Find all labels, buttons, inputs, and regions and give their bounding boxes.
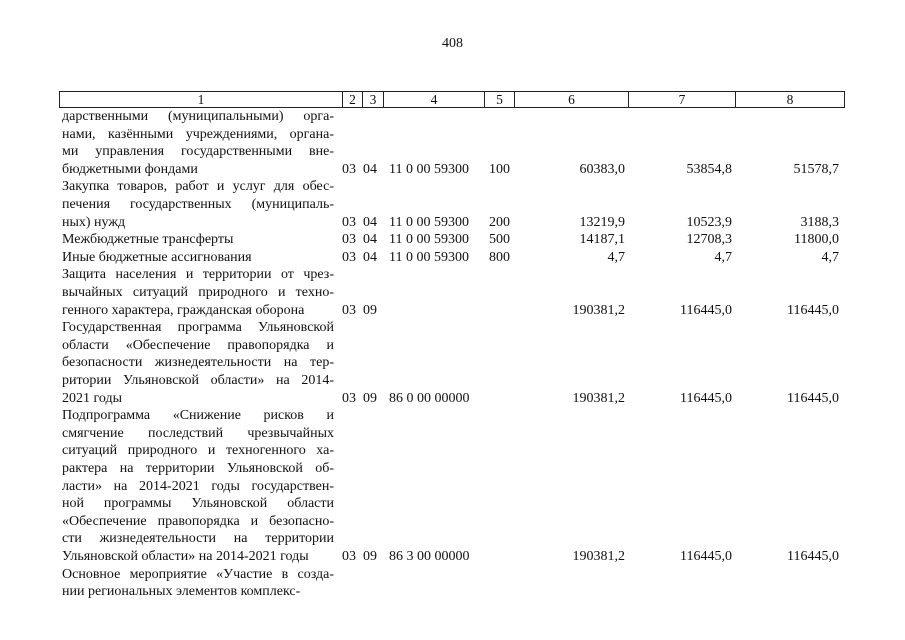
cell-c3: 09 <box>363 548 377 564</box>
cell-c7: 116445,0 <box>680 390 732 406</box>
row-description <box>62 178 334 231</box>
table-row <box>0 231 905 249</box>
row-description <box>62 249 334 267</box>
cell-c8: 51578,7 <box>793 161 839 177</box>
row-description <box>62 108 334 178</box>
row-description <box>62 231 334 249</box>
description-line: нии региональных элементов комплекс- <box>62 584 301 600</box>
table-row <box>0 178 905 231</box>
header-col-7: 7 <box>628 92 735 107</box>
cell-c6: 190381,2 <box>572 390 625 406</box>
cell-c4: 11 0 00 59300 <box>389 161 469 177</box>
cell-c7: 53854,8 <box>686 161 732 177</box>
description-line: 2021 годы <box>62 390 123 406</box>
table-body <box>0 108 905 601</box>
cell-c5: 100 <box>489 161 510 177</box>
row-description <box>62 566 334 601</box>
cell-c5: 500 <box>489 232 510 248</box>
cell-c7: 116445,0 <box>680 302 732 318</box>
header-col-3: 3 <box>362 92 383 107</box>
cell-c8: 3188,3 <box>800 214 839 230</box>
description-line: ных) нужд <box>62 214 126 230</box>
cell-c3: 04 <box>363 232 377 248</box>
cell-c6: 190381,2 <box>572 302 625 318</box>
cell-c3: 09 <box>363 302 377 318</box>
cell-c2: 03 <box>342 214 356 230</box>
description-line: сти жизнедеятельности на территории <box>62 531 334 547</box>
cell-c4: 11 0 00 59300 <box>389 232 469 248</box>
table-row <box>0 407 905 565</box>
cell-c8: 4,7 <box>821 249 839 265</box>
description-line: «Обеспечение правопорядка и безопасно- <box>62 513 334 529</box>
cell-c7: 4,7 <box>714 249 732 265</box>
table-row <box>0 249 905 267</box>
cell-c7: 10523,9 <box>686 214 732 230</box>
cell-c3: 04 <box>363 249 377 265</box>
cell-c7: 116445,0 <box>680 548 732 564</box>
cell-c6: 190381,2 <box>572 548 625 564</box>
description-line: ной программы Ульяновской области <box>62 496 334 512</box>
cell-c6: 4,7 <box>607 249 625 265</box>
description-line: Государственная программа Ульяновской <box>62 320 334 336</box>
cell-c2: 03 <box>342 249 356 265</box>
description-line: области «Обеспечение правопорядка и <box>62 337 334 353</box>
description-line: Защита населения и территории от чрез- <box>62 267 334 283</box>
description-line: генного характера, гражданская оборона <box>62 302 305 318</box>
header-col-8: 8 <box>735 92 844 107</box>
cell-c2: 03 <box>342 390 356 406</box>
cell-c8: 116445,0 <box>787 390 839 406</box>
cell-c2: 03 <box>342 161 356 177</box>
cell-c6: 14187,1 <box>579 232 625 248</box>
description-line: вычайных ситуаций природного и техно- <box>62 284 334 300</box>
description-line: Основное мероприятие «Участие в созда- <box>62 566 334 582</box>
table-row <box>0 319 905 407</box>
table-row <box>0 108 905 178</box>
description-line: дарственными (муниципальными) орга- <box>62 109 334 124</box>
description-line: ситуаций природного и техногенного ха- <box>62 443 334 459</box>
description-line: Иные бюджетные ассигнования <box>62 249 252 265</box>
description-line: ласти» на 2014-2021 годы государствен- <box>62 478 334 494</box>
header-col-6: 6 <box>514 92 628 107</box>
description-line: смягчение последствий чрезвычайных <box>62 425 334 441</box>
description-line: Закупка товаров, работ и услуг для обес- <box>62 179 334 195</box>
description-line: рактера на территории Ульяновской об- <box>62 460 334 476</box>
header-col-2: 2 <box>342 92 362 107</box>
cell-c8: 116445,0 <box>787 548 839 564</box>
header-col-1: 1 <box>197 92 205 107</box>
cell-c3: 04 <box>363 214 377 230</box>
cell-c4: 86 0 00 00000 <box>389 390 470 406</box>
cell-c2: 03 <box>342 232 356 248</box>
cell-c3: 04 <box>363 161 377 177</box>
cell-c4: 11 0 00 59300 <box>389 249 469 265</box>
description-line: бюджетными фондами <box>62 161 198 177</box>
table-row <box>0 566 905 601</box>
table-row <box>0 266 905 319</box>
cell-c2: 03 <box>342 548 356 564</box>
description-line: безопасности жизнедеятельности на тер- <box>62 355 334 371</box>
cell-c3: 09 <box>363 390 377 406</box>
page-number: 408 <box>442 36 463 51</box>
cell-c8: 11800,0 <box>794 232 839 248</box>
cell-c6: 60383,0 <box>579 161 625 177</box>
description-line: Подпрограмма «Снижение рисков и <box>62 408 334 424</box>
cell-c6: 13219,9 <box>579 214 625 230</box>
header-col-4: 4 <box>383 92 484 107</box>
row-description <box>62 266 334 319</box>
description-line: ми управления государственными вне- <box>62 144 334 160</box>
description-line: ритории Ульяновской области» на 2014- <box>62 372 334 388</box>
cell-c4: 11 0 00 59300 <box>389 214 469 230</box>
description-line: Межбюджетные трансферты <box>62 232 234 248</box>
table-header <box>59 91 845 108</box>
cell-c8: 116445,0 <box>787 302 839 318</box>
row-description <box>62 407 334 565</box>
description-line: Ульяновской области» на 2014-2021 годы <box>62 548 309 564</box>
header-col-5: 5 <box>484 92 514 107</box>
cell-c5: 800 <box>489 249 510 265</box>
description-line: нами, казёнными учреждениями, органа- <box>62 126 334 142</box>
cell-c4: 86 3 00 00000 <box>389 548 470 564</box>
cell-c5: 200 <box>489 214 510 230</box>
description-line: печения государственных (муниципаль- <box>62 196 334 212</box>
cell-c2: 03 <box>342 302 356 318</box>
cell-c7: 12708,3 <box>686 232 732 248</box>
row-description <box>62 319 334 407</box>
